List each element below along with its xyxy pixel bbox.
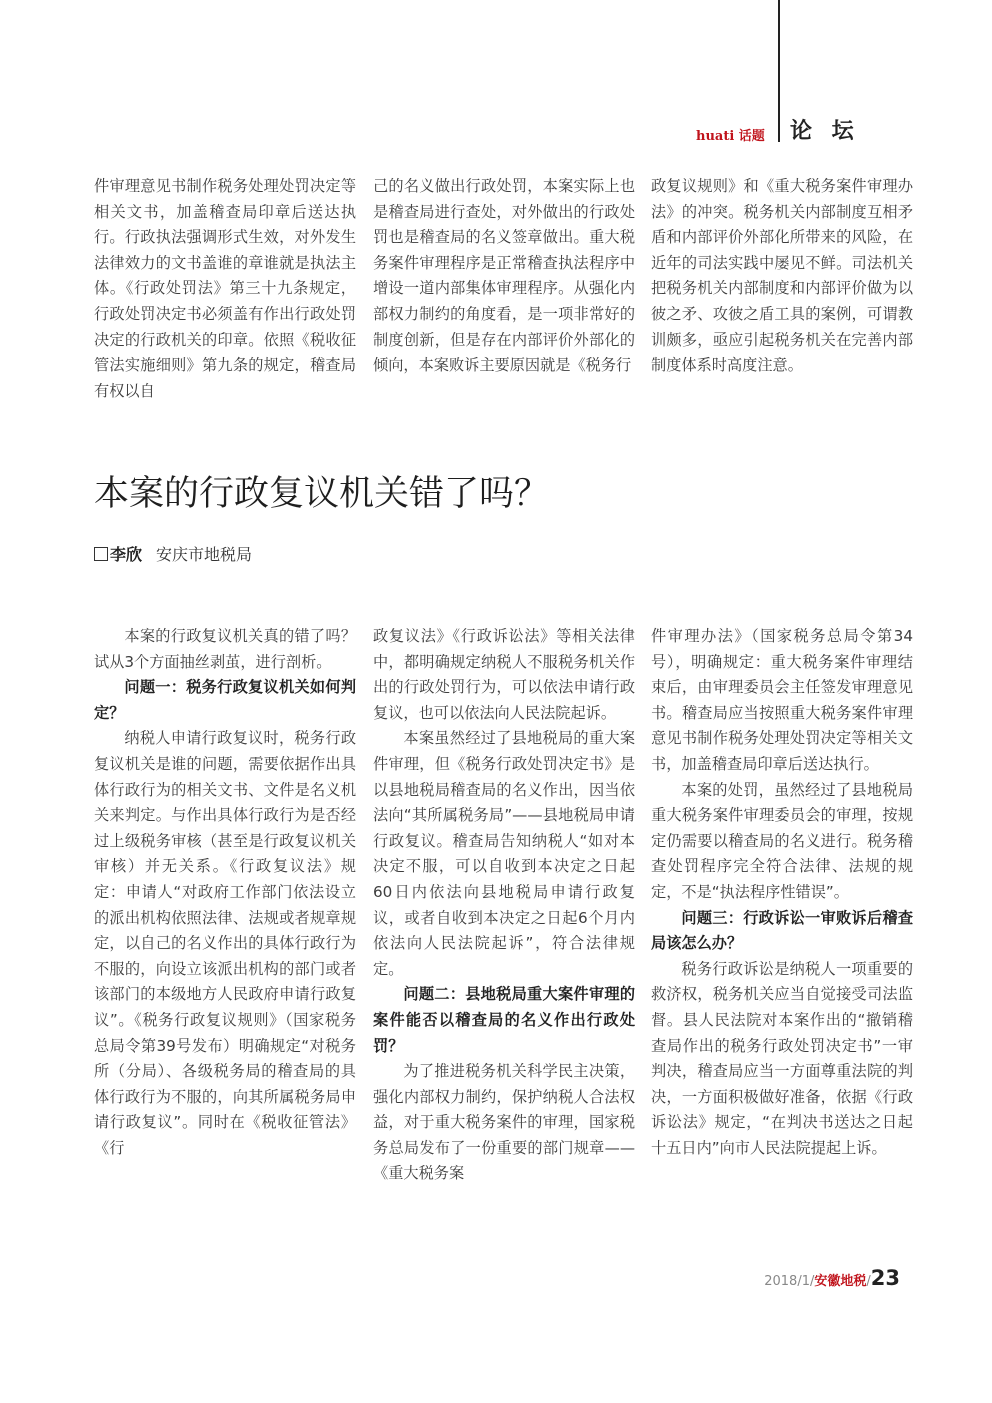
paragraph: 政复议法》《行政诉讼法》等相关法律中，都明确规定纳税人不服税务机关作出的行政处罚行为，可以依法申请行政复议，也可以依法向人民法院起诉。 bbox=[373, 627, 635, 722]
byline bbox=[94, 543, 252, 567]
top-column-2 bbox=[373, 174, 635, 379]
byline-box-icon bbox=[94, 547, 108, 561]
paragraph: 己的名义做出行政处罚，本案实际上也是稽查局进行查处，对外做出的行政处罚也是稽查局的名义签章做出。重大税务案件审理程序是正常稽查执法程序中增设一道内部集体审理程序。从强化内部权力制约的角度看，是一项非常好的制度创新，但是存在内部评价外部化的倾向，本案败诉主要原因就是《税务行 bbox=[373, 177, 635, 375]
top-column-3 bbox=[651, 174, 913, 379]
paragraph: 本案的处罚，虽然经过了县地税局重大税务案件审理委员会的审理，按规定仍需要以稽查局的名义进行。税务稽查处罚程序完全符合法律、法规的规定，不是“执法程序性错误”。 bbox=[651, 780, 913, 901]
page-footer bbox=[764, 1266, 900, 1290]
question-heading: 问题二：县地税局重大案件审理的案件能否以稽查局的名义作出行政处罚？ bbox=[373, 985, 635, 1055]
paragraph: 政复议规则》和《重大税务案件审理办法》的冲突。税务机关内部制度互相矛盾和内部评价外部化所带来的风险，在近年的司法实践中屡见不鲜。司法机关把税务机关内部制度和内部评价做为以彼之矛、攻彼之盾工具的案例，可谓教训颇多，亟应引起税务机关在完善内部制度体系时高度注意。 bbox=[651, 177, 913, 375]
question-heading: 问题一：税务行政复议机关如何判定？ bbox=[94, 678, 356, 722]
bottom-column-3 bbox=[651, 624, 913, 1161]
paragraph: 本案虽然经过了县地税局的重大案件审理，但《税务行政处罚决定书》是以县地税局稽查局的名义作出，因当依法向“其所属税务局”——县地税局申请行政复议。稽查局告知纳税人“如对本决定不服，可以自收到本决定之日起60日内依法向县地税局申请行政复议，或者自收到本决定之日起6个月内依法向人民法院起诉”，符合法律规定。 bbox=[373, 729, 635, 978]
header-tag: huati 话题 bbox=[696, 129, 765, 144]
top-column-1 bbox=[94, 174, 356, 404]
issue-date: 2018/1/ bbox=[764, 1274, 815, 1289]
header-divider-line bbox=[778, 0, 780, 142]
bottom-column-1 bbox=[94, 624, 356, 1161]
magazine-name: 安徽地税 bbox=[814, 1274, 867, 1289]
author-name: 李欣 bbox=[110, 545, 143, 564]
section-title: 论 坛 bbox=[790, 118, 860, 144]
paragraph: 税务行政诉讼是纳税人一项重要的救济权，税务机关应当自觉接受司法监督。县人民法院对本案作出的“撤销稽查局作出的税务行政处罚决定书”一审判决，稽查局应当一方面尊重法院的判决，一方面积极做好准备，依据《行政诉讼法》规定，“在判决书送达之日起十五日内”向市人民法院提起上诉。 bbox=[651, 959, 913, 1157]
question-heading: 问题三：行政诉讼一审败诉后稽查局该怎么办？ bbox=[651, 908, 913, 953]
footer-separator: / bbox=[866, 1274, 871, 1289]
article-title: 本案的行政复议机关错了吗？ bbox=[94, 474, 550, 514]
author-organization: 安庆市地税局 bbox=[156, 545, 253, 564]
paragraph: 纳税人申请行政复议时，税务行政复议机关是谁的问题，需要依据作出具体行政行为的相关文书、文件是名义机关来判定。与作出具体行政行为是否经过上级税务审核（甚至是行政复议机关审核）并无关系。《行政复议法》规定：申请人“对政府工作部门依法设立的派出机构依照法律、法规或者规章规定，以自己的名义作出的具体行政行为不服的，向设立该派出机构的部门或者该部门的本级地方人民政府申请行政复议”。《税务行政复议规则》（国家税务总局令第39号发布）明确规定“对税务所（分局）、各级税务局的稽查局的具体行政行为不服的，向其所属税务局申请行政复议”。同时在《税收征管法》《行 bbox=[94, 729, 356, 1157]
paragraph: 为了推进税务机关科学民主决策，强化内部权力制约，保护纳税人合法权益，对于重大税务案件的审理，国家税务总局发布了一份重要的部门规章——《重大税务案 bbox=[373, 1062, 635, 1183]
bottom-column-2 bbox=[373, 624, 635, 1187]
paragraph: 件审理办法》（国家税务总局令第34号），明确规定：重大税务案件审理结束后，由审理委员会主任签发审理意见书。稽查局应当按照重大税务案件审理意见书制作税务处理处罚决定等相关文书，加盖稽查局印章后送达执行。 bbox=[651, 627, 913, 773]
paragraph: 件审理意见书制作税务处理处罚决定等相关文书，加盖稽查局印章后送达执行。行政执法强调形式生效，对外发生法律效力的文书盖谁的章谁就是执法主体。《行政处罚法》第三十九条规定，行政处罚决定书必须盖有作出行政处罚决定的行政机关的印章。依照《税收征管法实施细则》第九条的规定，稽查局有权以自 bbox=[94, 177, 356, 400]
page-number: 23 bbox=[870, 1266, 900, 1290]
paragraph: 本案的行政复议机关真的错了吗？试从3个方面抽丝剥茧，进行剖析。 bbox=[94, 627, 356, 671]
